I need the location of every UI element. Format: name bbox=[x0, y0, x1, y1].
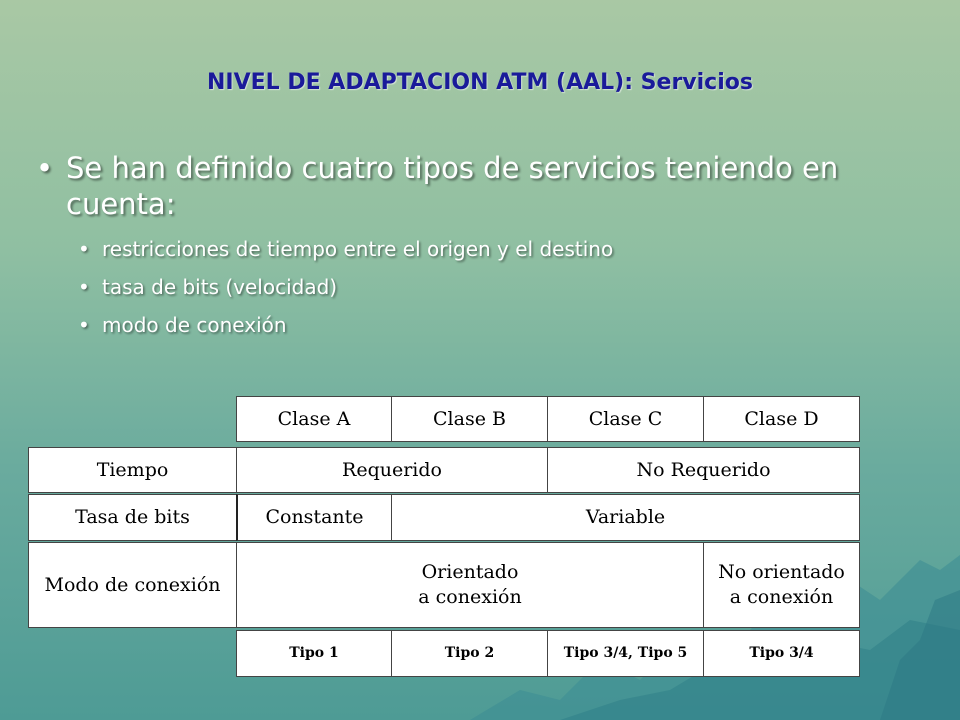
class-b-header: Clase B bbox=[391, 396, 548, 442]
tipo-class-b: Tipo 2 bbox=[391, 630, 548, 677]
tiempo-requerido: Requerido bbox=[236, 447, 548, 493]
class-d-header: Clase D bbox=[703, 396, 860, 442]
bullet-dot-icon: • bbox=[78, 275, 90, 299]
tasa-variable: Variable bbox=[391, 494, 860, 541]
row-label-tiempo: Tiempo bbox=[28, 447, 237, 493]
modo-orientado bbox=[236, 542, 704, 628]
tipo-class-a: Tipo 1 bbox=[236, 630, 392, 677]
modo-orientado-line1: Orientado bbox=[421, 561, 519, 584]
slide-title: NIVEL DE ADAPTACION ATM (AAL): Servicios bbox=[207, 70, 753, 95]
modo-no-orientado-line1: No orientado bbox=[718, 561, 845, 584]
row-label-tasa: Tasa de bits bbox=[28, 494, 237, 541]
tipo-class-c: Tipo 3/4, Tipo 5 bbox=[547, 630, 704, 677]
sub-bullet-text: tasa de bits (velocidad) bbox=[102, 275, 338, 299]
modo-no-orientado-line2: a conexión bbox=[729, 586, 834, 608]
tipo-class-d: Tipo 3/4 bbox=[703, 630, 860, 677]
main-bullet-text: Se han definido cuatro tipos de servicios teniendo en cuenta: bbox=[66, 151, 839, 221]
bullet-dot-icon: • bbox=[36, 151, 54, 185]
tiempo-no-requerido: No Requerido bbox=[547, 447, 860, 493]
class-c-header: Clase C bbox=[547, 396, 704, 442]
tasa-constante: Constante bbox=[236, 494, 392, 541]
class-a-header: Clase A bbox=[236, 396, 392, 442]
row-label-modo: Modo de conexión bbox=[28, 542, 237, 628]
bullet-dot-icon: • bbox=[78, 237, 90, 261]
modo-orientado-line2: a conexión bbox=[418, 586, 522, 608]
sub-bullet-text: restricciones de tiempo entre el origen y el destino bbox=[102, 237, 614, 261]
modo-no-orientado bbox=[703, 542, 860, 628]
sub-bullet-text: modo de conexión bbox=[102, 313, 287, 337]
bullet-dot-icon: • bbox=[78, 313, 90, 337]
